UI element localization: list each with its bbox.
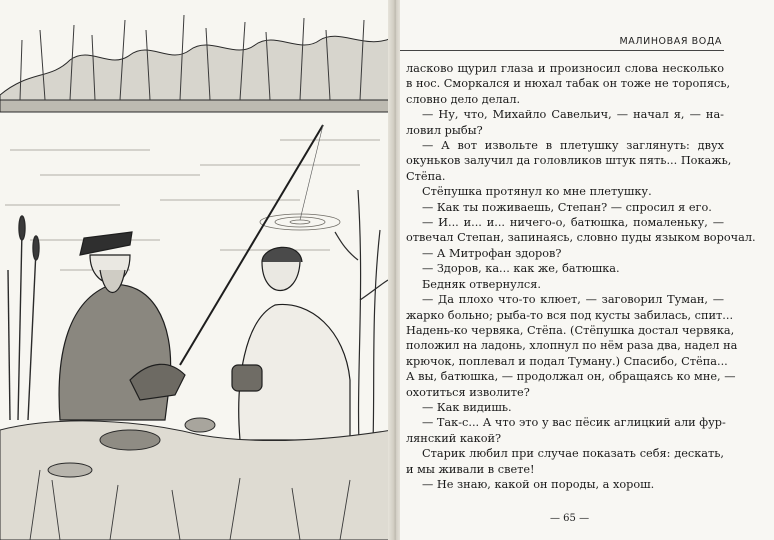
text-line: отвечал Степан, запинаясь, словно пуды языком ворочал. xyxy=(406,231,756,245)
text-line: — Здоров, ка... как же, батюшка. xyxy=(422,262,620,276)
text-line: и мы живали в свете! xyxy=(406,462,535,476)
text-line: лянский какой? xyxy=(406,431,502,445)
text-line: охотиться изволите? xyxy=(406,385,530,399)
text-line: ласково щурил глаза и произносил слова несколько xyxy=(406,62,724,75)
text-line: — Не знаю, какой он породы, а хорош. xyxy=(422,477,655,491)
text-page xyxy=(400,0,774,540)
page-number: — 65 — xyxy=(550,513,590,524)
running-title: МАЛИНОВАЯ ВОДА xyxy=(619,36,722,47)
text-line: Бедняк отвернулся. xyxy=(422,277,541,291)
text-line: окуньков залучил да головликов штук пять... Покажь, xyxy=(406,154,732,168)
text-line: Надень-ко червяка, Стёпа. (Стёпушка достал червяка, xyxy=(406,323,735,337)
text-line: — И... и... и... ничего-о, батюшка, помаленьку, — xyxy=(422,216,724,230)
text-line: жарко больно; рыба-то вся под кусты забилась, спит... xyxy=(406,308,734,322)
running-header xyxy=(400,32,724,51)
text-line: Стёпа. xyxy=(406,169,446,183)
text-line: положил на ладонь, хлопнул по нём раза два, надел на xyxy=(406,339,738,353)
text-line: — Как видишь. xyxy=(422,400,512,414)
text-line: — Да плохо что-то клюет, — заговорил Туман, — xyxy=(422,293,724,307)
text-line: — А вот извольте в плетушку заглянуть: двух xyxy=(422,139,724,153)
text-line: — Как ты поживаешь, Степан? — спросил я его. xyxy=(422,200,712,214)
text-line: в нос. Сморкался и нюхал табак он тоже не торопясь, xyxy=(406,77,731,91)
text-line: Старик любил при случае показать себя: дескать, xyxy=(422,447,724,461)
text-line: — Ну, что, Михайло Савельич, — начал я, — на- xyxy=(422,108,724,122)
text-line: — Так-с... А что это у вас пёсик аглицкий али фур- xyxy=(422,416,726,430)
body-text xyxy=(406,61,756,492)
text-line: крючок, поплевал и подал Туману.) Спасибо, Стёпа... xyxy=(406,354,728,368)
text-line: словно дело делал. xyxy=(406,92,521,106)
text-line: — А Митрофан здоров? xyxy=(422,246,562,260)
text-line: ловил рыбы? xyxy=(406,123,483,137)
text-line: А вы, батюшка, — продолжал он, обращаясь ко мне, — xyxy=(406,370,736,384)
text-line: Стёпушка протянул ко мне плетушку. xyxy=(422,185,652,199)
